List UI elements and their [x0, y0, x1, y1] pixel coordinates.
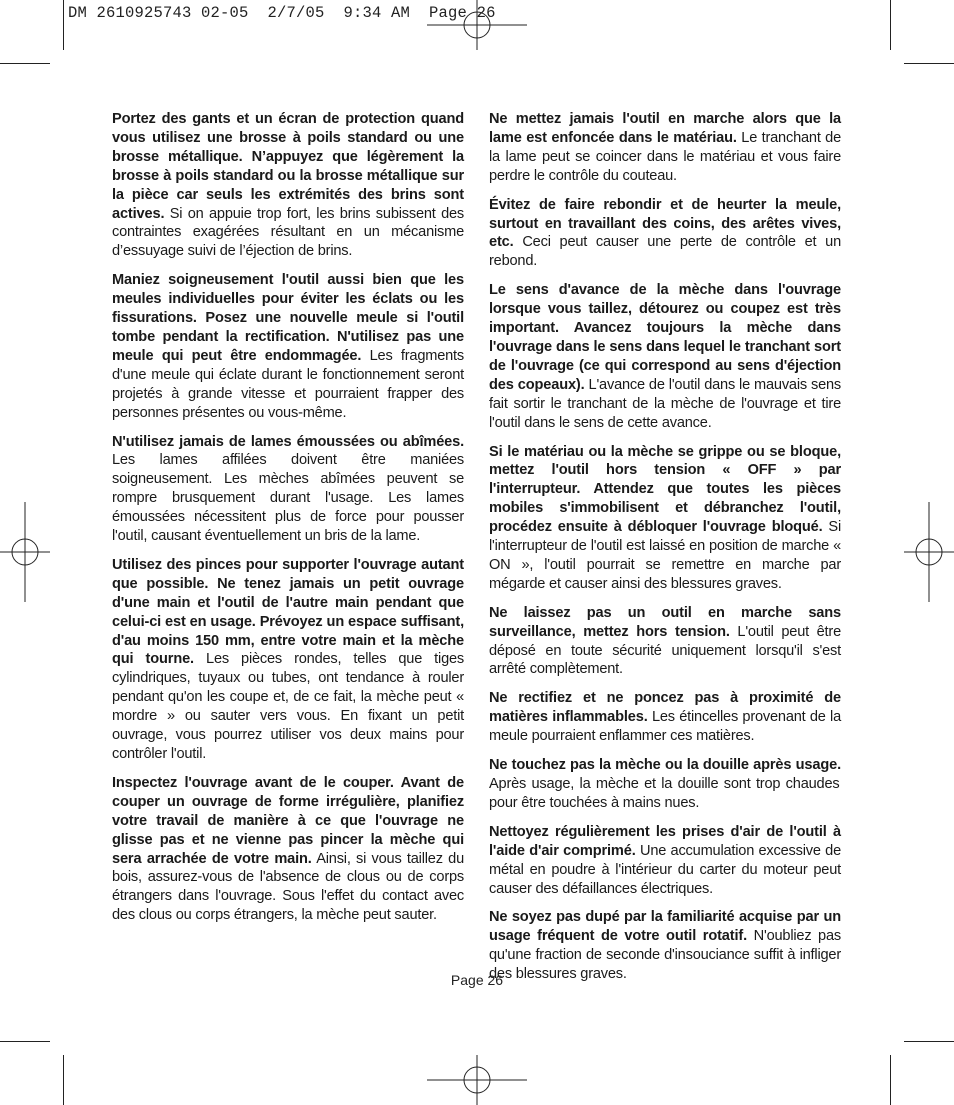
- paragraph-warning-bold: Évitez de faire rebondir et de heurter la meule, surtout en travaillant des coins, des arêtes vives, etc.: [489, 196, 841, 251]
- paragraph-warning-bold: Portez des gants et un écran de protection quand vous utilisez une brosse à poils standard ou une brosse métallique. N’appuyez que légèrement la brosse à poils standard ou la brosse métallique sur la pièce car seuls les extrémités des brins sont actives.: [112, 111, 464, 222]
- paragraph-body-text: L'outil peut être déposé en toute sécurité uniquement lorsqu'il s'est arrêté complètement.: [489, 623, 841, 678]
- crop-mark-bottom-right-horizontal: [904, 1041, 954, 1042]
- paragraph-clamps: [112, 556, 464, 764]
- paragraph-warning-bold: Maniez soigneusement l'outil aussi bien que les meules individuelles pour éviter les éclats ou les fissurations. Posez une nouvelle meule si l'outil tombe pendant la rectification. N'utilisez pas une meule qui peut être endommagée.: [112, 272, 464, 364]
- crop-mark-top-right-vertical: [890, 0, 891, 50]
- page-number-label: Page 26: [450, 972, 504, 988]
- paragraph-body-text: Après usage, la mèche et la douille sont trop chaudes pour être touchées à mains nues.: [489, 776, 840, 811]
- paragraph-warning-bold: Ne soyez pas dupé par la familiarité acquise par un usage fréquent de votre outil rotatif.: [489, 909, 841, 945]
- page-number-footer: [0, 972, 954, 988]
- paragraph-body-text: Si on appuie trop fort, les brins subissent des contraintes exagérées résultant en un mécanisme d’essuyage suivi de l’éjection de brins.: [112, 205, 464, 260]
- paragraph-warning-bold: Ne mettez jamais l'outil en marche alors que la lame est enfoncée dans le matériau.: [489, 111, 841, 146]
- paragraph-warning-bold: N'utilisez jamais de lames émoussées ou abîmées.: [112, 433, 464, 450]
- right-text-column: [489, 110, 841, 994]
- paragraph-start-in-material: [489, 110, 841, 186]
- registration-mark-left: [0, 502, 50, 602]
- paragraph-body-text: Les fragments d'une meule qui éclate durant le fonctionnement seront projetés à grande vitesse et pourraient frapper des personnes présentes ou vous-même.: [112, 347, 464, 421]
- paragraph-body-text: Le tranchant de la lame peut se coincer dans le matériau et vous faire perdre le contrôle du couteau.: [489, 129, 842, 184]
- registration-mark-bottom: [427, 1055, 527, 1105]
- paragraph-air-vents: [489, 823, 841, 899]
- paragraph-body-text: Ceci peut causer une perte de contrôle et un rebond.: [489, 234, 841, 270]
- crop-mark-bottom-right-vertical: [890, 1055, 891, 1105]
- paragraph-inspect-workpiece: [112, 774, 464, 925]
- paragraph-body-text: Si l'interrupteur de l'outil est laissé en position de marche « ON », l'outil pourrait se remettre en marche par mégarde et causer ainsi des blessures graves.: [489, 519, 841, 592]
- paragraph-warning-bold: Le sens d'avance de la mèche dans l'ouvrage lorsque vous taillez, détourez ou coupez est très important. Avancez toujours la mèche dans l'ouvrage dans le sens dans lequel le tranchant sort de l'ouvrage (ce qui correspond au sens d'éjection des copeaux).: [489, 282, 841, 393]
- registration-mark-right: [904, 502, 954, 602]
- paragraph-wheel-handling: [112, 271, 464, 422]
- paragraph-warning-bold: Nettoyez régulièrement les prises d'air de l'outil à l'aide d'air comprimé.: [489, 823, 841, 859]
- paragraph-warning-bold: Ne touchez pas la mèche ou la douille après usage.: [489, 757, 841, 774]
- paragraph-flammables: [489, 689, 841, 746]
- paragraph-feed-direction: [489, 281, 841, 432]
- paragraph-warning-bold: Inspectez l'ouvrage avant de le couper. Avant de couper un ouvrage de forme irrégulière, planifiez votre travail de manière à ce que l'ouvrage ne glisse pas et ne vienne pas pincer la mèche qui sera arrachée de votre main.: [112, 774, 464, 867]
- paragraph-hot-bit: [489, 756, 841, 813]
- paragraph-body-text: Les lames affilées doivent être maniées soigneusement. Les mèches abîmées peuvent se rompre brusquement durant l'usage. Les lames émoussées nécessitent plus de force pour pousser l'outil, causant éventuellement un bris de la lame.: [112, 452, 464, 545]
- paragraph-body-text: L'avance de l'outil dans le mauvais sens fait sortir le tranchant de la mèche de l'ouvrage et tire l'outil dans le sens de cette avance.: [489, 376, 842, 431]
- paragraph-jam-release: [489, 443, 841, 594]
- left-text-column: [112, 110, 464, 935]
- paragraph-warning-bold: Ne rectifiez et ne poncez pas à proximité de matières inflammables.: [489, 690, 841, 726]
- crop-mark-bottom-left-vertical: [63, 1055, 64, 1105]
- crop-mark-top-left-horizontal: [0, 63, 50, 64]
- crop-mark-top-right-horizontal: [904, 63, 954, 64]
- paragraph-body-text: Les étincelles provenant de la meule pourraient enflammer ces matières.: [489, 709, 841, 745]
- paragraph-unattended: [489, 604, 841, 680]
- paragraph-brush-safety: [112, 110, 464, 261]
- paragraph-body-text: Une accumulation excessive de métal en poudre à l'intérieur du carter du moteur peut causer des défaillances électriques.: [489, 842, 841, 897]
- print-slug-header: DM 2610925743 02-05 2/7/05 9:34 AM Page 26: [68, 4, 496, 22]
- registration-mark-top: [427, 0, 527, 50]
- paragraph-warning-bold: Utilisez des pinces pour supporter l'ouvrage autant que possible. Ne tenez jamais un petit ouvrage d'une main et l'outil de l'autre main pendant que celui-ci est en usage. Prévoyez un espace suffisant, d'au moins 150 mm, entre votre main et la mèche qui tourne.: [112, 556, 464, 668]
- paragraph-bouncing: [489, 196, 841, 272]
- paragraph-warning-bold: Si le matériau ou la mèche se grippe ou se bloque, mettez l'outil hors tension « OFF » par l'interrupteur. Attendez que toutes les pièces mobiles s'immobilisent et débranchez l'outil, procédez ensuite à débloquer l'ouvrage bloqué.: [489, 443, 841, 536]
- paragraph-warning-bold: Ne laissez pas un outil en marche sans surveillance, mettez hors tension.: [489, 604, 841, 640]
- paragraph-body-text: N'oubliez pas qu'une fraction de seconde d'insouciance suffit à infliger des blessures graves.: [489, 928, 841, 983]
- paragraph-body-text: Ainsi, si vous taillez du bois, assurez-vous de l'absence de clous ou de corps étrangers dans l'ouvrage. Sous l'effet du contact avec des clous ou corps étrangers, la mèche peut sauter.: [112, 850, 464, 924]
- paragraph-body-text: Les pièces rondes, telles que tiges cylindriques, tuyaux ou tubes, ont tendance à rouler pendant qu'on les coupe et, de ce fait, la mèche peut « mordre » ou sauter vers vous. En fixant un petit ouvrage, vous pourrez utiliser vos deux mains pour contrôler l'outil.: [112, 651, 465, 762]
- paragraph-dull-blades: [112, 433, 464, 546]
- crop-mark-top-left-vertical: [63, 0, 64, 50]
- crop-mark-bottom-left-horizontal: [0, 1041, 50, 1042]
